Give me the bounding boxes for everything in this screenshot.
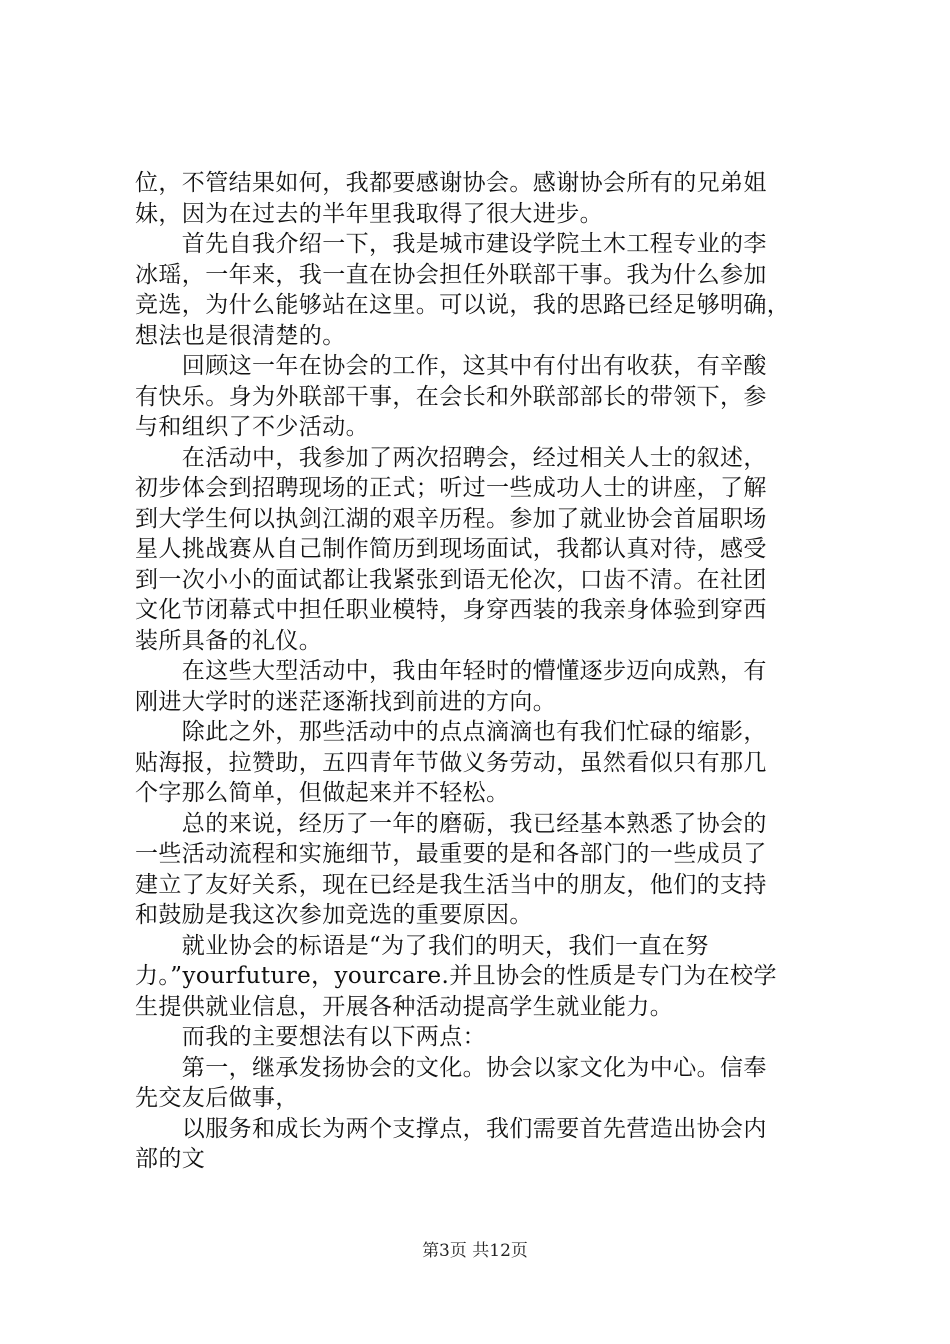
text-line: 有快乐。身为外联部干事，在会长和外联部部长的带领下，参 [135, 383, 767, 410]
text-line: 一些活动流程和实施细节，最重要的是和各部门的一些成员了 [135, 841, 767, 867]
text-line: 以服务和成长为两个支撑点，我们需要首先营造出协会内 [135, 1115, 767, 1142]
text-line: 除此之外，那些活动中的点点滴滴也有我们忙碌的缩影， [135, 719, 767, 745]
text-line: 与和组织了不少活动。 [135, 414, 369, 440]
document-body [135, 168, 835, 1175]
text-line: 个字那么简单，但做起来并不轻松。 [135, 780, 510, 806]
text-line: 到大学生何以执剑江湖的艰辛历程。参加了就业协会首届职场 [135, 505, 767, 532]
text-line: 部的文 [135, 1146, 206, 1172]
text-line: 初步体会到招聘现场的正式；听过一些成功人士的讲座，了解 [135, 475, 767, 501]
text-line: 位，不管结果如何，我都要感谢协会。感谢协会所有的兄弟姐 [135, 170, 767, 196]
text-line: 在这些大型活动中，我由年轻时的懵懂逐步迈向成熟，有 [135, 658, 767, 684]
page-footer: 第3页 共12页 [422, 1241, 528, 1261]
text-line: 建立了友好关系，现在已经是我生活当中的朋友，他们的支持 [135, 871, 767, 898]
text-line: 而我的主要想法有以下两点： [135, 1024, 486, 1050]
text-line: 总的来说，经历了一年的磨砺，我已经基本熟悉了协会的 [135, 810, 767, 837]
text-line: 首先自我介绍一下，我是城市建设学院土木工程专业的李 [135, 231, 767, 257]
text-line: 就业协会的标语是“为了我们的明天，我们一直在努 [135, 932, 709, 959]
text-line: 力。”yourfuture，yourcare.并且协会的性质是专门为在校学 [135, 963, 777, 989]
text-line: 想法也是很清楚的。 [135, 322, 346, 349]
text-line: 冰瑶，一年来，我一直在协会担任外联部干事。我为什么参加 [135, 261, 767, 288]
text-line: 竞选，为什么能够站在这里。可以说，我的思路已经足够明确， [135, 292, 791, 318]
text-line: 星人挑战赛从自己制作简历到现场面试，我都认真对待，感受 [135, 536, 767, 562]
text-line: 生提供就业信息，开展各种活动提高学生就业能力。 [135, 993, 674, 1020]
text-line: 先交友后做事， [135, 1085, 299, 1111]
text-line: 在活动中，我参加了两次招聘会，经过相关人士的叙述， [135, 444, 767, 471]
text-line: 第一，继承发扬协会的文化。协会以家文化为中心。信奉 [135, 1054, 767, 1081]
text-line: 装所具备的礼仪。 [135, 627, 323, 654]
text-line: 刚进大学时的迷茫逐渐找到前进的方向。 [135, 688, 557, 715]
text-line: 到一次小小的面试都让我紧张到语无伦次，口齿不清。在社团 [135, 566, 767, 593]
text-line: 和鼓励是我这次参加竞选的重要原因。 [135, 902, 533, 928]
text-line: 贴海报，拉赞助，五四青年节做义务劳动，虽然看似只有那几 [135, 749, 767, 776]
text-line: 回顾这一年在协会的工作，这其中有付出有收获，有辛酸 [135, 353, 767, 379]
text-line: 妹，因为在过去的半年里我取得了很大进步。 [135, 200, 603, 227]
text-line: 文化节闭幕式中担任职业模特，身穿西装的我亲身体验到穿西 [135, 597, 767, 623]
